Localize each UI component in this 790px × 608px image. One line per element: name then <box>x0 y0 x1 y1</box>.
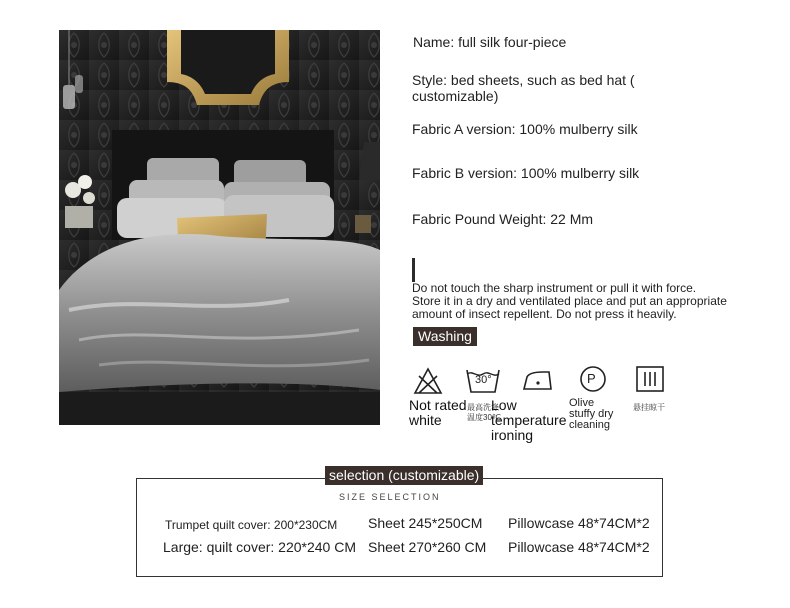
care-note-3: amount of insect repellent. Do not press it heavily. <box>412 307 677 321</box>
wash-temp-value: 30° <box>475 374 492 386</box>
low-iron-label: Low temperature ironing <box>491 397 567 443</box>
size-row-2-pillow: Pillowcase 48*74CM*2 <box>508 539 650 555</box>
washing-badge: Washing <box>413 327 477 346</box>
low-iron-icon <box>521 369 553 391</box>
size-row-1-sheet: Sheet 245*250CM <box>368 515 483 531</box>
care-note-1: Do not touch the sharp instrument or pull it with force. <box>412 281 697 295</box>
size-selection-subheader: SIZE SELECTION <box>339 492 441 502</box>
care-marker <box>412 258 415 282</box>
size-row-2-cover: Large: quilt cover: 220*240 CM <box>163 539 356 555</box>
spec-style: Style: bed sheets, such as bed hat ( customizable) <box>412 72 635 104</box>
wash-temp-note-2: 温度30℃ <box>467 413 501 422</box>
size-row-2-sheet: Sheet 270*260 CM <box>368 539 487 555</box>
spec-weight: Fabric Pound Weight: 22 Mm <box>412 211 594 227</box>
product-photo <box>59 30 380 425</box>
dry-clean-symbol: P <box>587 371 596 386</box>
no-bleach-label: Not rated white <box>409 397 467 428</box>
wash-temp-note-1: 最高洗涤 <box>467 403 499 412</box>
care-note-2: Store it in a dry and ventilated place and put an appropriate <box>412 294 727 308</box>
spec-name: Name: full silk four-piece <box>413 34 567 50</box>
no-bleach-icon <box>413 366 443 396</box>
spec-fabric-b: Fabric B version: 100% mulberry silk <box>412 165 640 181</box>
size-selection-header: selection (customizable) <box>325 466 483 485</box>
size-row-1-pillow: Pillowcase 48*74CM*2 <box>508 515 650 531</box>
hang-dry-icon <box>636 366 664 392</box>
dry-clean-label: Olive stuffy dry cleaning <box>569 397 614 431</box>
spec-fabric-a: Fabric A version: 100% mulberry silk <box>412 121 638 137</box>
size-row-1-cover: Trumpet quilt cover: 200*230CM <box>165 518 338 532</box>
hang-dry-label: 悬挂晾干 <box>633 403 665 412</box>
